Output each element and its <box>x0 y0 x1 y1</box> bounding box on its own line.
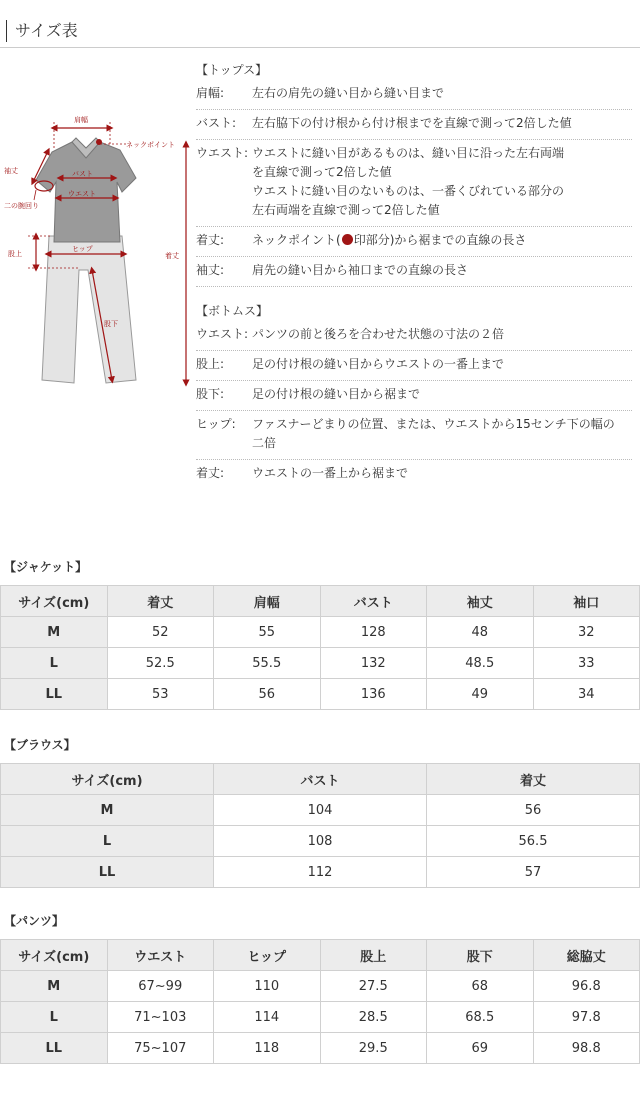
def-term: 股上: <box>196 357 225 371</box>
table-header: バスト <box>214 764 427 795</box>
table-row-header: M <box>1 795 214 826</box>
table-header: サイズ(cm) <box>1 940 108 971</box>
table-cell: 118 <box>214 1033 321 1064</box>
def-desc: 足の付け根の縫い目からウエストの一番上まで <box>252 357 505 371</box>
def-desc-line: 二倍 <box>252 436 277 450</box>
garment-diagram <box>0 58 195 398</box>
table-row-header: LL <box>1 1033 108 1064</box>
table-cell: 68 <box>427 971 534 1002</box>
table-header: ヒップ <box>214 940 321 971</box>
neck-point-dot-icon <box>342 234 353 245</box>
table-cell: 97.8 <box>533 1002 640 1033</box>
table-header: サイズ(cm) <box>1 586 108 617</box>
table-cell: 55.5 <box>214 648 321 679</box>
table-header: サイズ(cm) <box>1 764 214 795</box>
table-row <box>1 1002 640 1033</box>
table-header-row <box>1 586 640 617</box>
table-header: 肩幅 <box>214 586 321 617</box>
table-header: 袖口 <box>533 586 640 617</box>
def-desc <box>252 415 632 453</box>
table-cell: 96.8 <box>533 971 640 1002</box>
label-rise: 股上 <box>8 250 22 258</box>
def-row-bottoms-length <box>196 460 632 489</box>
table-row <box>1 857 640 888</box>
table-row <box>1 617 640 648</box>
garment-figure <box>0 58 195 398</box>
label-length: 着丈 <box>165 252 179 260</box>
table-cell: 34 <box>533 679 640 710</box>
table-cell: 128 <box>320 617 427 648</box>
pants-size-table <box>0 939 640 1064</box>
table-cell: 52.5 <box>107 648 214 679</box>
def-term: バスト: <box>196 116 237 130</box>
label-inseam: 股下 <box>104 320 118 328</box>
table-row <box>1 679 640 710</box>
table-cell: 27.5 <box>320 971 427 1002</box>
pants-shape <box>42 236 136 383</box>
table-header: 股下 <box>427 940 534 971</box>
table-cell: 33 <box>533 648 640 679</box>
table-row-header: M <box>1 971 108 1002</box>
table-header: 着丈 <box>427 764 640 795</box>
pants-table-title: 【パンツ】 <box>4 914 65 928</box>
table-cell: 29.5 <box>320 1033 427 1064</box>
def-term: 袖丈: <box>196 263 225 277</box>
def-term: 着丈: <box>196 466 225 480</box>
measurement-definitions <box>196 60 632 489</box>
label-arm-circ: 二の腕回り <box>4 202 39 210</box>
table-cell: 68.5 <box>427 1002 534 1033</box>
table-header: ウエスト <box>107 940 214 971</box>
table-cell: 104 <box>214 795 427 826</box>
def-row-tops-sleeve <box>196 257 632 287</box>
table-header: 着丈 <box>107 586 214 617</box>
table-cell: 56 <box>427 795 640 826</box>
def-row-bottoms-rise <box>196 351 632 381</box>
table-cell: 55 <box>214 617 321 648</box>
table-cell: 57 <box>427 857 640 888</box>
table-cell: 112 <box>214 857 427 888</box>
table-row <box>1 648 640 679</box>
def-desc <box>252 231 632 250</box>
table-cell: 136 <box>320 679 427 710</box>
def-desc-line: 左右両端を直線で測って2倍した値 <box>252 203 440 217</box>
table-cell: 53 <box>107 679 214 710</box>
table-cell: 132 <box>320 648 427 679</box>
def-desc: ウエストの一番上から裾まで <box>252 466 409 480</box>
def-desc: 肩先の縫い目から袖口までの直線の長さ <box>252 263 469 277</box>
label-neck-point: ネックポイント <box>126 141 175 149</box>
table-header-row <box>1 940 640 971</box>
table-cell: 67~99 <box>107 971 214 1002</box>
blouse-table-title: 【ブラウス】 <box>4 738 76 752</box>
bottoms-section-title: 【ボトムス】 <box>196 304 269 318</box>
def-term: 着丈: <box>196 233 225 247</box>
def-term: 肩幅: <box>196 86 225 100</box>
table-row <box>1 971 640 1002</box>
def-row-bottoms-hip <box>196 411 632 460</box>
table-header: 袖丈 <box>427 586 534 617</box>
def-row-bottoms-waist <box>196 321 632 351</box>
def-term: ウエスト: <box>196 146 249 160</box>
label-shoulder: 肩幅 <box>74 116 88 124</box>
table-cell: 48 <box>427 617 534 648</box>
title-divider <box>0 47 640 48</box>
table-cell: 32 <box>533 617 640 648</box>
table-row-header: L <box>1 1002 108 1033</box>
table-row-header: M <box>1 617 108 648</box>
table-cell: 52 <box>107 617 214 648</box>
def-row-bottoms-inseam <box>196 381 632 411</box>
table-header-row <box>1 764 640 795</box>
def-term: ヒップ: <box>196 417 236 431</box>
def-row-tops-shoulder <box>196 80 632 110</box>
def-row-tops-waist <box>196 140 632 227</box>
jacket-size-table <box>0 585 640 710</box>
table-row-header: LL <box>1 857 214 888</box>
def-desc-line: を直線で測って2倍した値 <box>252 165 392 179</box>
label-bust: バスト <box>72 170 93 178</box>
def-desc-line: ウエストに縫い目のないものは、一番くびれている部分の <box>252 184 565 198</box>
def-desc-line: ウエストに縫い目があるものは、縫い目に沿った左右両端 <box>252 146 565 160</box>
def-desc: 左右脇下の付け根から付け根までを直線で測って2倍した値 <box>252 116 572 130</box>
label-hip: ヒップ <box>72 245 93 253</box>
table-header: 総脇丈 <box>533 940 640 971</box>
def-desc: 足の付け根の縫い目から裾まで <box>252 387 421 401</box>
table-row <box>1 795 640 826</box>
table-cell: 56 <box>214 679 321 710</box>
table-cell: 108 <box>214 826 427 857</box>
def-row-tops-bust <box>196 110 632 140</box>
jacket-table-title: 【ジャケット】 <box>4 560 88 574</box>
table-cell: 56.5 <box>427 826 640 857</box>
def-row-tops-length <box>196 227 632 257</box>
table-row-header: L <box>1 648 108 679</box>
table-cell: 28.5 <box>320 1002 427 1033</box>
def-desc-post: 印部分)から裾までの直線の長さ <box>353 233 527 247</box>
table-cell: 114 <box>214 1002 321 1033</box>
table-cell: 110 <box>214 971 321 1002</box>
def-desc-line: ファスナーどまりの位置、または、ウエストから15センチ下の幅の <box>252 417 615 431</box>
def-term: ウエスト: <box>196 327 249 341</box>
blouse-size-table <box>0 763 640 888</box>
table-cell: 71~103 <box>107 1002 214 1033</box>
table-cell: 69 <box>427 1033 534 1064</box>
table-row <box>1 826 640 857</box>
label-sleeve: 袖丈 <box>4 167 18 175</box>
table-cell: 49 <box>427 679 534 710</box>
def-desc: パンツの前と後ろを合わせた状態の寸法の２倍 <box>252 327 505 341</box>
table-row-header: LL <box>1 679 108 710</box>
table-cell: 48.5 <box>427 648 534 679</box>
tops-section-title: 【トップス】 <box>196 63 268 77</box>
def-desc: 左右の肩先の縫い目から縫い目まで <box>252 86 445 100</box>
table-row-header: L <box>1 826 214 857</box>
def-term: 股下: <box>196 387 225 401</box>
page-title: サイズ表 <box>6 20 634 42</box>
def-desc <box>252 144 632 220</box>
table-row <box>1 1033 640 1064</box>
table-cell: 98.8 <box>533 1033 640 1064</box>
table-header: バスト <box>320 586 427 617</box>
table-header: 股上 <box>320 940 427 971</box>
def-desc-pre: ネックポイント( <box>252 233 341 247</box>
table-cell: 75~107 <box>107 1033 214 1064</box>
label-waist: ウエスト <box>68 190 96 198</box>
